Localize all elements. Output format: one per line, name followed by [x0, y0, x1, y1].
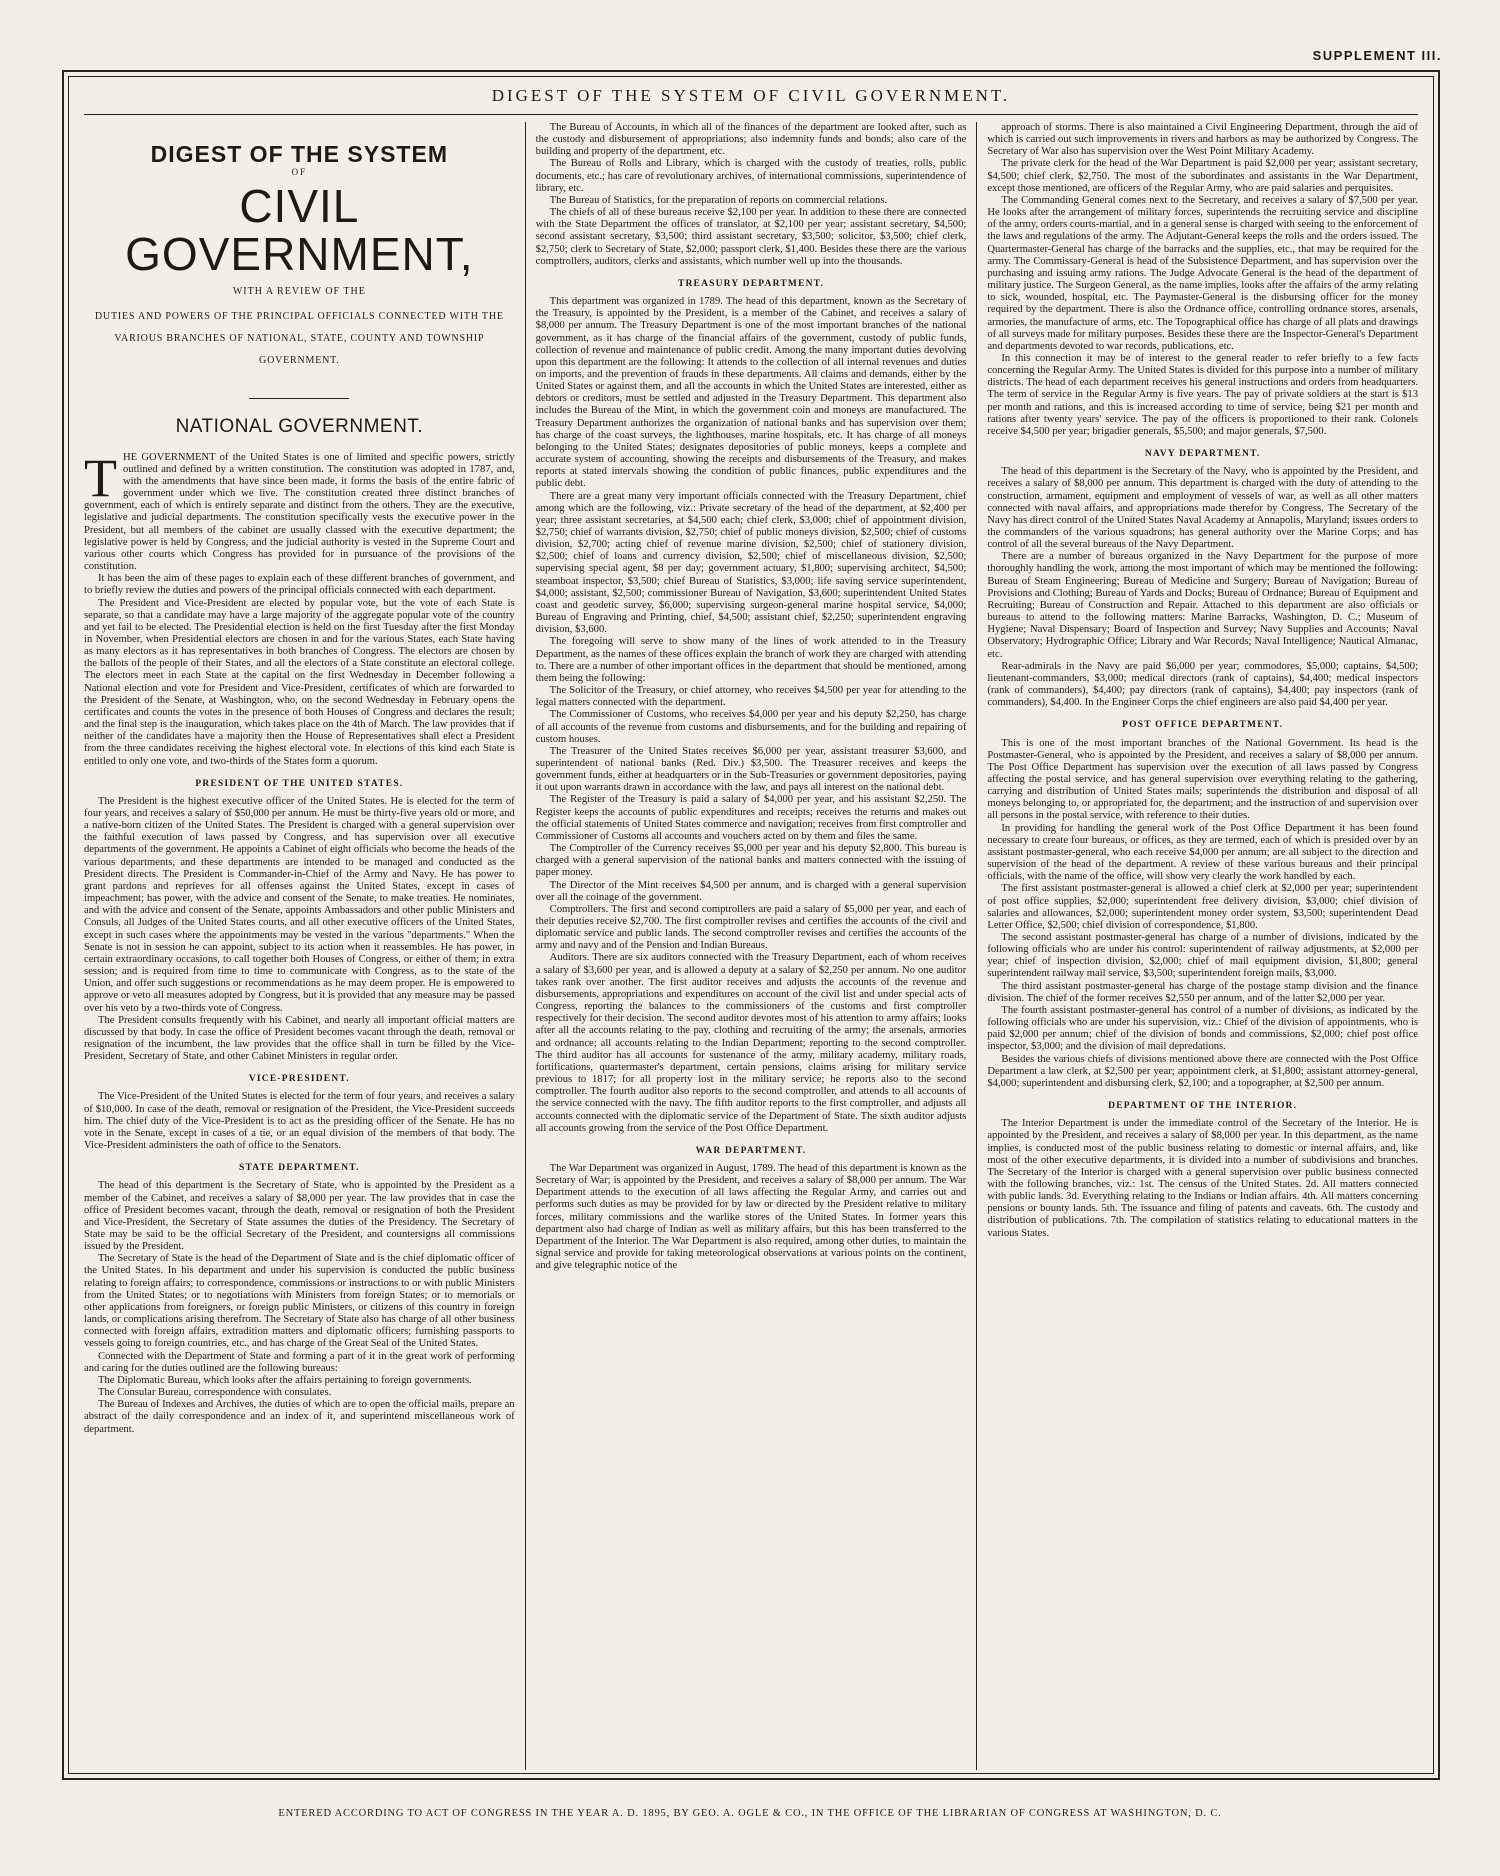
section-national: NATIONAL GOVERNMENT. — [175, 416, 424, 438]
paragraph: The head of this department is the Secretary of State, who is appointed by the President as a member of the Cabinet, and receives a salary of $8,000 per year. The law provides that in case the office of President becomes vacant, through the death, removal or resignation of both the President and Vice-President, the Secretary of State assumes the duties of the Presidency. The Secretary of State may be said to be the official Secretary of the President, and countersigns all commissions issued by the President. — [84, 1180, 515, 1253]
paragraph: The Bureau of Rolls and Library, which is charged with the custody of treaties, rolls, public documents, etc.; has care of revolutionary archives, of international commissions, superintendence of library, etc. — [535, 158, 967, 194]
paragraph: The President is the highest executive officer of the United States. He is elected for the term of four years, and receives a salary of $50,000 per annum. He must be thirty-five years old or more, and a native-born citizen of the United States. The President is charged with a general supervision over the faithful execution of laws passed by Congress, and has supervision over all executive departments of the government. He appoints a Cabinet of eight officials who become the heads of the various departments, and these departments are intended to be managed and conducted as the President directs. The President is Commander-in-Chief of the Army and Navy. He has power to grant pardons and reprieves for all offenses against the United States, except in cases of impeachment; has power, with the advice and consent of the Senate, to make treaties. He nominates, and with the advice and consent of the Senate, appoints Ambassadors and other public Ministers and Consuls, all Judges of the United States courts, and all other executive officers of the United States, except in such cases where the appointments may be vested in the various "departments." When the Senate is not in session he can appoint, subject to its action when it reassembles. He has power, in certain extraordinary occasions, to call together both Houses of Congress, or either of them; in extra session; and is required from time to time to communicate with Congress, as to the state of the Union, and offer such suggestions or recommendations as he may deem proper. He is empowered to approve or veto all measures adopted by Congress, but it is provided that any measure may be passed over his veto by a two-thirds vote of Congress. — [84, 795, 515, 1014]
paragraph: There are a number of bureaus organized in the Navy Department for the purpose of more thoroughly handling the work, among the most important of which may be mentioned the following: Bureau of Steam Engineering; Bureau of Medicine and Surgery; Bureau of Navigation; Bureau of Provisions and Clothing; Bureau of Yards and Docks; Bureau of Ordnance; Bureau of Equipment and Recruiting; Bureau of Construction and Repair. Attached to this department are also officials or bureaus to attend to the following matters: Marine Barracks, Washington, D. C.; Museum of Hygiene; Naval Dispensary; Board of Inspection and Survey; Navy Supplies and Accounts; Naval Observatory; Hydrographic Office; Library and War Records; Naval Intelligence; Nautical Almanac, etc. — [987, 551, 1419, 660]
paragraph: Comptrollers. The first and second comptrollers are paid a salary of $5,000 per year, and each of their deputies receive $2,700. The first comptroller revises and certifies the accounts of the civil and diplomatic service and public lands. The second comptroller revises and certifies the accounts of the army and navy and of the Pension and Indian Bureaus. — [535, 903, 967, 952]
paragraph: approach of storms. There is also maintained a Civil Engineering Department, through the aid of which is carried out such improvements in rivers and harbors as may be authorized by Congress. The Secretary of War also has supervision over the West Point Military Academy. — [987, 122, 1419, 158]
heading-treasury: TREASURY DEPARTMENT. — [677, 278, 825, 289]
paragraph: The head of this department is the Secretary of the Navy, who is appointed by the President, and receives a salary of $8,000 per annum. This department is charged with the duty of attending to the construction, armament, equipment and employment of vessels of war, as well as all other matters connected with naval affairs, and appropriations made therefor by Congress. The Secretary of the Navy has direct control of the United States Naval Academy at Annapolis, Maryland; issues orders to the commanders of the various squadrons; has general authority over the Marine Corps; and has control of all the several bureaus of the Navy Department. — [987, 466, 1419, 551]
copyright-footer: ENTERED ACCORDING TO ACT OF CONGRESS IN THE YEAR A. D. 1895, BY GEO. A. OGLE & CO., IN THE OFFICE OF THE LIBRARIAN OF CONGRESS AT WASHINGTON, D. C. — [278, 1808, 1222, 1819]
paragraph: The President consults frequently with his Cabinet, and nearly all important official matters are discussed by that body. In case the office of President becomes vacant through the death, removal or resignation of the incumbent, the law provides that the office shall in turn be filled by the Vice-President, Secretary of State, and other Cabinet Ministers in regular order. — [84, 1014, 515, 1063]
paragraph: The Solicitor of the Treasury, or chief attorney, who receives $4,500 per year for attending to the legal matters connected with the department. — [535, 685, 967, 709]
title-main: CIVIL GOVERNMENT, — [125, 180, 474, 281]
banner-rule — [84, 114, 1418, 115]
paragraph: Connected with the Department of State and forming a part of it in the great work of performing and caring for the duties outlined are the following bureaus: — [84, 1350, 515, 1374]
paragraph: Auditors. There are six auditors connected with the Treasury Department, each of whom receives a salary of $3,600 per year, and is allowed a deputy at a salary of $2,250 per annum. No one auditor takes rank over another. The first auditor receives and adjusts the accounts of the revenue and disbursements, appropriations and expenditures on account of the civil list and under special acts of Congress, reporting the balances to the commissioners of the customs and first comptroller respectively for their decision. The second auditor devotes most of his attention to army affairs; looks after all the accounts relating to the pay, clothing and recruiting of the army; the arsenals, armories and ordnance; all accounts relating to the Indian Department; reporting to the second comptroller. The third auditor has all accounts for sustenance of the army, military academy, military roads, fortifications, quartermaster's department, certain pensions, claims arising for military service previous to 1817; for all property lost in the military service; he reports also to the second comptroller. The fourth auditor also reports to the second comptroller, and attends to all accounts of the service connected with the navy. The fifth auditor reports to the first comptroller, and adjusts all accounts connected with the diplomatic service of the Department of State. The sixth auditor adjusts all accounts growing from the service of the Post Office Department. — [535, 952, 967, 1134]
title-line-1: DIGEST OF THE SYSTEM — [150, 141, 448, 167]
title-subtitle: DUTIES AND POWERS OF THE PRINCIPAL OFFICIALS CONNECTED WITH THE VARIOUS BRANCHES OF NATIONAL, STATE, COUNTY AND TOWNSHIP GOVERNMENT. — [94, 311, 504, 367]
paragraph: The private clerk for the head of the War Department is paid $2,000 per year; assistant secretary, $4,500; chief clerk, $2,750. The most of the subordinates and assistants in the War Department, except those mentioned, are officers of the Regular Army, who are paid salaries and perquisites. — [987, 158, 1419, 194]
column-2 — [525, 122, 977, 1770]
banner-title: DIGEST OF THE SYSTEM OF CIVIL GOVERNMENT. — [491, 86, 1011, 105]
paragraph: The Vice-President of the United States is elected for the term of four years, and receives a salary of $10,000. In case of the death, removal or resignation of the President, the Vice-President succeeds him. The chief duty of the Vice-President is to act as the presiding officer of the Senate. He has no vote in the Senate, except in cases of a tie, or an equal division of the members of that body. The Vice-President administers the oath of office to the Senators. — [84, 1091, 515, 1152]
paragraph: THE GOVERNMENT of the United States is one of limited and specific powers, strictly outlined and defined by a written constitution. The constitution was adopted in 1787, and, with the amendments that have since been made, it forms the basis of the entire fabric of government under which we live. The constitution created three distinct branches of government, each of which is entirely separate and distinct from the others. They are the executive, legislative and judicial departments. The constitution specifically vests the executive power in the President, but all members of the cabinet are usually classed with the executive department; the legislative power is held by Congress, and the judicial authority is vested in the Supreme Court and various other courts which Congress has provided for in pursuance of the provisions of the constitution. — [84, 447, 515, 573]
heading-president: PRESIDENT OF THE UNITED STATES. — [195, 778, 404, 789]
paragraph: In providing for handling the general work of the Post Office Department it has been found necessary to create four bureaus, or offices, as they are termed, each of which is presided over by an assistant postmaster-general, who each receive $4,000 per annum; are all subject to the direction and supervision of the head of the department. A review of these various bureaus and their principal officials, with the name of the office, will show very clearly the work handled by each. — [987, 822, 1419, 883]
paragraph: It has been the aim of these pages to explain each of these different branches of government, and to briefly review the duties and powers of the principal officials connected with each department. — [84, 573, 515, 597]
paragraph: The Interior Department is under the immediate control of the Secretary of the Interior. He is appointed by the President, and receives a salary of $8,000 per year. In this department, as the name implies, is conducted most of the public business relating to domestic or internal affairs, and, like most of the other executive departments, it is divided into a number of subdivisions and branches. The Secretary of the Interior is charged with a general supervision over public business connected with the following branches, viz.: 1st. The census of the United States. 2d. All matters connected with public lands. 3d. Everything relating to the Indians or Indian affairs. 4th. All matters concerning pensions or bounty lands. 5th. The issuance and filing of patents and caveats. 6th. The custody and distribution of publications. 7th. The compilation of statistics relating to educational matters in the various States. — [987, 1118, 1419, 1239]
columns — [74, 122, 1428, 1770]
paragraph: The Treasurer of the United States receives $6,000 per year, assistant treasurer $3,600, and superintendent of national banks (Red. Div.) $3,500. The Treasurer receives and keeps the government funds, either at headquarters or in the Sub-Treasuries or government depositories, paying it out upon warrants drawn in accordance with the law, and pays all interest on the national debt. — [535, 745, 967, 794]
paragraph: The Diplomatic Bureau, which looks after the affairs pertaining to foreign governments. — [98, 1374, 472, 1386]
paragraph: The second assistant postmaster-general has charge of a number of divisions, indicated by the following officials who are under his control: superintendent of railway adjustments, at $2,000 per year; chief of inspection division, $2,000; chief of mail equipment division, $1,800; general superintendent railway mail service, $3,500; superintendent foreign mails, $3,000. — [987, 932, 1419, 980]
paragraph: The War Department was organized in August, 1789. The head of this department is known as the Secretary of War; is appointed by the President, and receives a salary of $8,000 per annum. The War Department attends to the execution of all laws affecting the Regular Army, and carries out and performs such duties as may be provided for by law or directed by the President relative to military forces, military commissions and the warlike stores of the United States. In former years this department also had charge of Indian as well as military affairs, but this has been transferred to the Department of the Interior. The War Department is also required, among other duties, to maintain the signal service and provide for taking meteorological observations at various points on the continent, and give telegraphic notice of the — [535, 1162, 967, 1272]
paragraph: The Commanding General comes next to the Secretary, and receives a salary of $7,500 per year. He looks after the arrangement of military forces, superintends the recruiting service and discipline of the army, orders courts-martial, and in a general sense is charged with seeing to the enforcement of the laws and regulations of the army. The Adjutant-General keeps the rolls and the orders issued. The Quartermaster-General has charge of the barracks and the supplies, etc., that may be required for the army. The Commissary-General is head of the Subsistence Department, and has supervision over the purchasing and issuing army rations. The Judge Advocate General is the head of the department of military justice. The Surgeon General, as the name implies, looks after the affairs of the army relating to sick, wounded, hospital, etc. The Paymaster-General is the disbursing officer for the money required by the department. There is also the Ordnance office, controlling ordnance stores, arsenals, armories, the manufacture of arms, etc. The Topographical office has charge of all plats and drawings of all surveys made for military purposes. Besides these there are the Inspector-General's Department and departments devoted to war records, publications, etc. — [987, 194, 1419, 352]
paragraph: There are a great many very important officials connected with the Treasury Department, chief among which are the following, viz.: Private secretary of the head of the department, at $2,400 per year; three assistant secretaries, at $4,500 each; chief clerk, $3,000; chief of appointment division, $2,750; chief of warrants division, $2,750; chief of public moneys division, $2,500; chief of customs division, $2,700; acting chief of revenue marine division, $2,500; chief of stationery division, $2,500; chief of loans and currency division, $2,500; chief of miscellaneous division, $2,500; supervising special agent, $8 per day; government actuary, $1,800; supervising architect, $4,500; steamboat inspector, $3,500; chief Bureau of Statistics, $3,000; life saving service superintendent, $4,000; assistant, $2,500; commissioner Bureau of Navigation, $3,600; superintendent United States coast and geodetic survey, $6,000; supervising surgeon-general marine hospital service, $4,000; Bureau of Engraving and Printing, chief, $4,500; assistant chief, $2,250; superintendent engraving division, $3,600. — [535, 490, 967, 636]
paragraph: The Secretary of State is the head of the Department of State and is the chief diplomatic officer of the United States. In his department and under his supervision is conducted the public business relating to foreign affairs; to correspondence, commissions or instructions to or with public Ministers from the United States; or to negotiations with Ministers from foreign States; or to memorials or other applications from foreigners, or foreign public Ministers, or citizens of this country in foreign lands, or complications arising therefrom. The Secretary of State also has charge of all other business connected with foreign affairs, extradition matters and diplomatic officers; furnishing passports to vessels going to foreign countries, etc., and has charge of the Great Seal of the United States. — [84, 1253, 515, 1350]
heading-interior: DEPARTMENT OF THE INTERIOR. — [1108, 1101, 1298, 1112]
column-1 — [74, 122, 525, 1770]
heading-vice-president: VICE-PRESIDENT. — [248, 1074, 350, 1085]
paragraph: This department was organized in 1789. The head of this department, known as the Secretary of the Treasury, is appointed by the President, is a member of the Cabinet, and receives a salary of $8,000 per annum. The Treasury Department is one of the most important branches of the national government, as it has charge of the financial affairs of the government, custody of public funds, collection of revenue and maintenance of public credit. Among the many important duties devolving upon this department are the following: It attends to the collection of all internal revenues and duties on imports, and the prevention of frauds in these departments. All claims and demands, either by the United States or against them, and all the accounts in which the United States are interested, either as debtors or creditors, must be settled and adjusted in the Treasury Department. This department also includes the Bureau of the Mint, in which the government coin and moneys are manufactured. The Treasury Department authorizes the organization of national banks and has supervision over them; has charge of the coast surveys, the lighthouses, marine hospitals, etc. It has charge of all moneys belonging to the United States; designates depositories of public moneys, keeps a complete and accurate system of accounting, showing the receipts and disbursements of the Treasury, and makes reports at stated intervals showing the condition of public finances, public expenditures and the public debt. — [535, 296, 967, 490]
heading-navy: NAVY DEPARTMENT. — [1144, 449, 1261, 460]
paragraph: The Consular Bureau, correspondence with consulates. — [98, 1387, 332, 1399]
drop-cap: T — [84, 447, 117, 508]
title-rule — [249, 398, 349, 399]
page-frame — [62, 70, 1440, 1780]
paragraph: The Bureau of Statistics, for the preparation of reports on commercial relations. — [549, 194, 888, 206]
paragraph: The Register of the Treasury is paid a salary of $4,000 per year, and his assistant $2,250. The Register keeps the accounts of public expenditures and receipts; receives the returns and makes out the official statements of United States commerce and navigation; receives from first comptroller and Commissioner of Customs all accounts and vouchers acted on by them and files the same. — [535, 794, 967, 842]
paragraph: The Commissioner of Customs, who receives $4,000 per year and his deputy $2,250, has charge of all accounts of the revenue from customs and disbursements, and for the building and repairing of custom houses. — [535, 709, 967, 745]
paragraph: This is one of the most important branches of the National Government. Its head is the Postmaster-General, who is appointed by the President, and receives a salary of $8,000 per annum. The Post Office Department has supervision over the execution of all laws passed by Congress affecting the postal service, and has general supervision over everything relating to the gathering, carrying and distribution of United States mails; superintends the distribution and disposal of all moneys belonging to, or appropriated for, the department; and the instruction of and supervision over all persons in the postal service, with reference to their duties. — [987, 737, 1419, 822]
paragraph: The President and Vice-President are elected by popular vote, but the vote of each State is separate, so that a candidate may have a large majority of the aggregate popular vote of the country and yet fail to be elected. The Presidential election is held on the first Tuesday after the first Monday in November, when Presidential electors are chosen in and for the various States, each State having as many electors as it has representatives in both branches of Congress. The electors are chosen by the ballots of the people of their States, and all the electors of a State constitute an electoral college. The electors meet in each State at the capital on the first Wednesday in December following a National election and vote for President and Vice-President, certificates of which are forwarded to the President of the Senate, at Washington, who, on the second Wednesday in February opens the certificates and counts the votes in the presence of both Houses of Congress and declares the result; and the final step is the inauguration, which takes place on the 4th of March. The law provides that if neither of the candidates have a majority then the House of Representatives shall elect a President from the three candidates receiving the highest electoral vote. In elections of this kind each State is entitled to only one vote, and two-thirds of the States form a quorum. — [84, 597, 515, 767]
paragraph: In this connection it may be of interest to the general reader to refer briefly to a few facts concerning the Regular Army. The United States is divided for this purpose into a number of military districts. The head of each department receives his general instructions and orders from headquarters. The term of service in the Regular Army is five years. The pay of private soldiers at the start is $13 per month and rations, and this is increased according to time of service, being $21 per month and rations after twenty years' service. The pay of the officers is proportioned to their rank. Colonels receive $4,500 per year; brigadier generals, $5,500; and major generals, $7,500. — [987, 352, 1419, 437]
heading-post-office: POST OFFICE DEPARTMENT. — [1122, 720, 1284, 731]
paragraph: Besides the various chiefs of divisions mentioned above there are connected with the Post Office Department a law clerk, at $2,500 per year; appointment clerk, at $1,800; assistant attorney-general, $4,000; superintendent and disbursing clerk, $2,100; and a topographer, at $2,500 per annum. — [987, 1053, 1419, 1089]
paragraph: The Bureau of Indexes and Archives, the duties of which are to open the official mails, prepare an abstract of the daily correspondence and an index of it, and superintend miscellaneous work of department. — [84, 1399, 515, 1435]
supplement-label: SUPPLEMENT III. — [1312, 48, 1442, 63]
paragraph: The foregoing will serve to show many of the lines of work attended to in the Treasury Department, as the names of these offices explain the branch of work they are charged with attending to. There are a number of other important offices in the department that should be mentioned, among them being the following: — [535, 636, 967, 684]
paragraph: The fourth assistant postmaster-general has control of a number of divisions, as indicated by the following officials who are under his supervision, viz.: Chief of the division of appointments, who is paid $2,000 per annum; chief of the division of bonds and commissions, $2,000; chief post office inspector, $3,000; and the division of mail depredations. — [987, 1004, 1419, 1053]
paragraph: The Director of the Mint receives $4,500 per annum, and is charged with a general supervision over all the coinage of the government. — [535, 879, 967, 903]
paragraph: The Comptroller of the Currency receives $5,000 per year and his deputy $2,800. This bureau is charged with a general supervision of the national banks and matters connected with the issuing of paper money. — [535, 843, 967, 879]
paragraph: The first assistant postmaster-general is allowed a chief clerk at $2,000 per year; superintendent of post office supplies, $2,000; superintendent free delivery division, $3,000; chief division of salaries and allowances, $2,000; superintendent money order system, $3,500; superintendent Dead Letter Office, $2,500; chief division of correspondence, $1,800. — [987, 883, 1419, 931]
heading-war: WAR DEPARTMENT. — [695, 1145, 807, 1156]
column-3 — [976, 122, 1428, 1770]
heading-state-department: STATE DEPARTMENT. — [238, 1163, 360, 1174]
paragraph: The chiefs of all of these bureaus receive $2,100 per year. In addition to these there are connected with the State Department the offices of translator, at $2,100 per year; assistant secretary, $4,500; second assistant secretary, $3,500; third assistant secretary, $3,500; solicitor, $3,500; chief clerk, $2,750; clerk to Secretary of State, $2,000; passport clerk, $1,400. Besides these there are the various comptrollers, auditors, clerks and assistants, which number well up into the thousands. — [535, 207, 967, 267]
paragraph: Rear-admirals in the Navy are paid $6,000 per year; commodores, $5,000; captains, $4,500; lieutenant-commanders, $3,000; medical directors (rank of captains), $4,400; medical inspectors (rank of commanders), $4,400; pay directors (rank of captains), $4,400; pay inspectors (rank of commanders), $4,400. In the Engineer Corps the chief engineers are also paid $4,400 per year. — [987, 660, 1419, 709]
paragraph: The Bureau of Accounts, in which all of the finances of the department are looked after, such as the custody and disbursement of appropriations; also indemnity funds and bonds; also care of the building and property of the department, etc. — [535, 122, 967, 158]
title-line-2: OF — [291, 167, 308, 178]
title-line-4: WITH A REVIEW OF THE — [232, 286, 366, 298]
paragraph: The third assistant postmaster-general has charge of the postage stamp division and the finance division. The chief of the former receives $2,550 per annum, and of the latter $2,000 per year. — [987, 980, 1419, 1004]
